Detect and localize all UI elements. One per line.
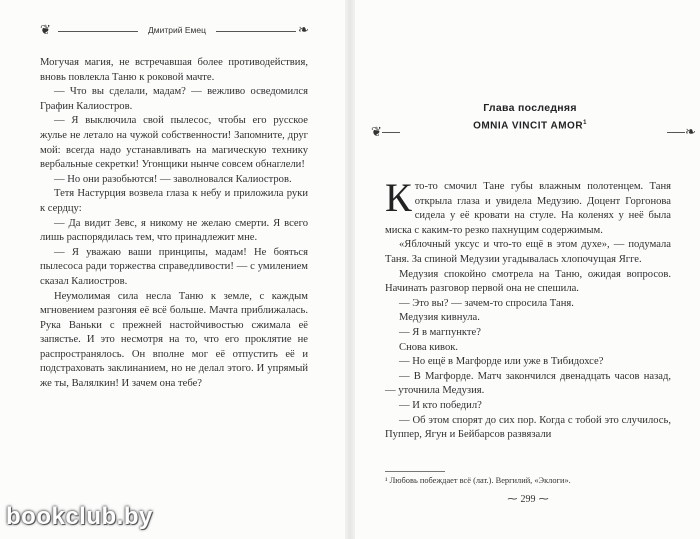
paragraph: — Но они разобьются! — заволновался Калиостров.	[54, 173, 292, 185]
paragraph-text: то-то смочил Тане губы влажным полотенцем. Таня открыла глаза и увидела Медузию. Доцент Горгонова сидела у её кровати на стуле. На коленях у неё была миска с каким-то резко пахнущим содержимым.	[385, 181, 671, 236]
paragraph: — Я в магпункте?	[399, 326, 481, 338]
page-number-value: 299	[520, 494, 536, 505]
chapter-title: Глава последняя	[483, 102, 577, 114]
watermark-logo: bookclub.by	[6, 503, 153, 530]
header-rule	[58, 31, 138, 32]
flourish-ornament-icon: ❦	[371, 125, 400, 140]
footnote: ¹ Любовь побеждает всё (лат.). Вергилий, «Эклоги».	[385, 476, 571, 485]
paragraph: — Об этом спорят до сих пор. Когда с тобой это случилось, Пуппер, Ягун и Бейбарсов развязали	[385, 414, 671, 441]
paragraph: — Я уважаю ваши принципы, мадам! Не бояться пылесоса ради торжества справедливости! — с умилением сказал Калиостров.	[40, 246, 308, 287]
book-gutter	[345, 0, 355, 539]
paragraph: — Я выключила свой пылесос, чтобы его русское жулье не летало на чужой собственности! Запомните, друг мой: всегда надо устанавливать на магическую технику вербальные секретки! Угонщики нынче совсем обнаглели!	[40, 115, 308, 171]
right-page	[355, 0, 700, 539]
left-page-text	[40, 56, 308, 392]
paragraph: — Что вы сделали, мадам? — вежливо осведомился Графин Калиостров.	[40, 86, 308, 112]
paragraph: Медузия кивнула.	[399, 312, 480, 324]
chapter-subtitle-text: OMNIA VINCIT AMOR	[473, 120, 584, 132]
paragraph: — И кто победил?	[399, 399, 482, 411]
folio-ornament-icon: ⁓	[507, 494, 521, 505]
running-head	[36, 22, 316, 42]
paragraph: — В Магфорде. Матч закончился двенадцать часов назад, — уточнила Медузия.	[385, 370, 671, 397]
page-number	[473, 494, 583, 505]
left-page	[0, 0, 345, 539]
flourish-ornament-icon: ❦	[40, 23, 51, 38]
folio-ornament-icon: ⁓	[535, 494, 549, 505]
paragraph: Неумолимая сила несла Таню к земле, с каждым мгновением разгоняя её всё больше. Мачта приближалась. Рука Ваньки с прежней настойчивостью сжимала её запястье. И это несмотря на то, что его проклятие не распространялось. Он вполне мог её отпустить её и подстраховать заклинанием, но не делал этого. И упрямый же ты, Валялкин! И зачем она тебе?	[40, 290, 308, 390]
flourish-ornament-icon: ❧	[298, 23, 309, 38]
chapter-heading	[385, 102, 675, 131]
paragraph: Медузия спокойно смотрела на Таню, ожидая вопросов. Начинать разговор первой она не спешила.	[385, 268, 671, 295]
chapter-subtitle	[385, 120, 675, 131]
running-head-author: Дмитрий Емец	[148, 25, 206, 35]
header-rule	[216, 31, 296, 32]
footnote-rule	[385, 471, 445, 472]
paragraph: — Но ещё в Магфорде или уже в Тибидохсе?	[399, 356, 604, 368]
paragraph: — Да видит Зевс, я никому не желаю смерти. Я всего лишь распорядилась тем, что принадлежит мне.	[40, 217, 308, 244]
drop-cap: К	[385, 175, 412, 220]
paragraph: Тетя Настурция возвела глаза к небу и приложила руки к сердцу:	[40, 188, 308, 214]
paragraph: — Это вы? — зачем-то спросила Таня.	[399, 297, 574, 309]
right-page-text	[385, 175, 671, 443]
footnote-mark: 1	[583, 120, 587, 126]
paragraph	[385, 175, 671, 238]
paragraph: «Яблочный уксус и что-то ещё в этом духе», — подумала Таня. За спиной Медузии угадывалась хлопочущая Ягге.	[385, 239, 671, 265]
flourish-ornament-icon: ❧	[667, 125, 696, 140]
paragraph: Снова кивок.	[399, 341, 459, 353]
paragraph: Могучая магия, не встречавшая более противодействия, вновь повлекла Таню к роковой мачте.	[40, 57, 308, 83]
